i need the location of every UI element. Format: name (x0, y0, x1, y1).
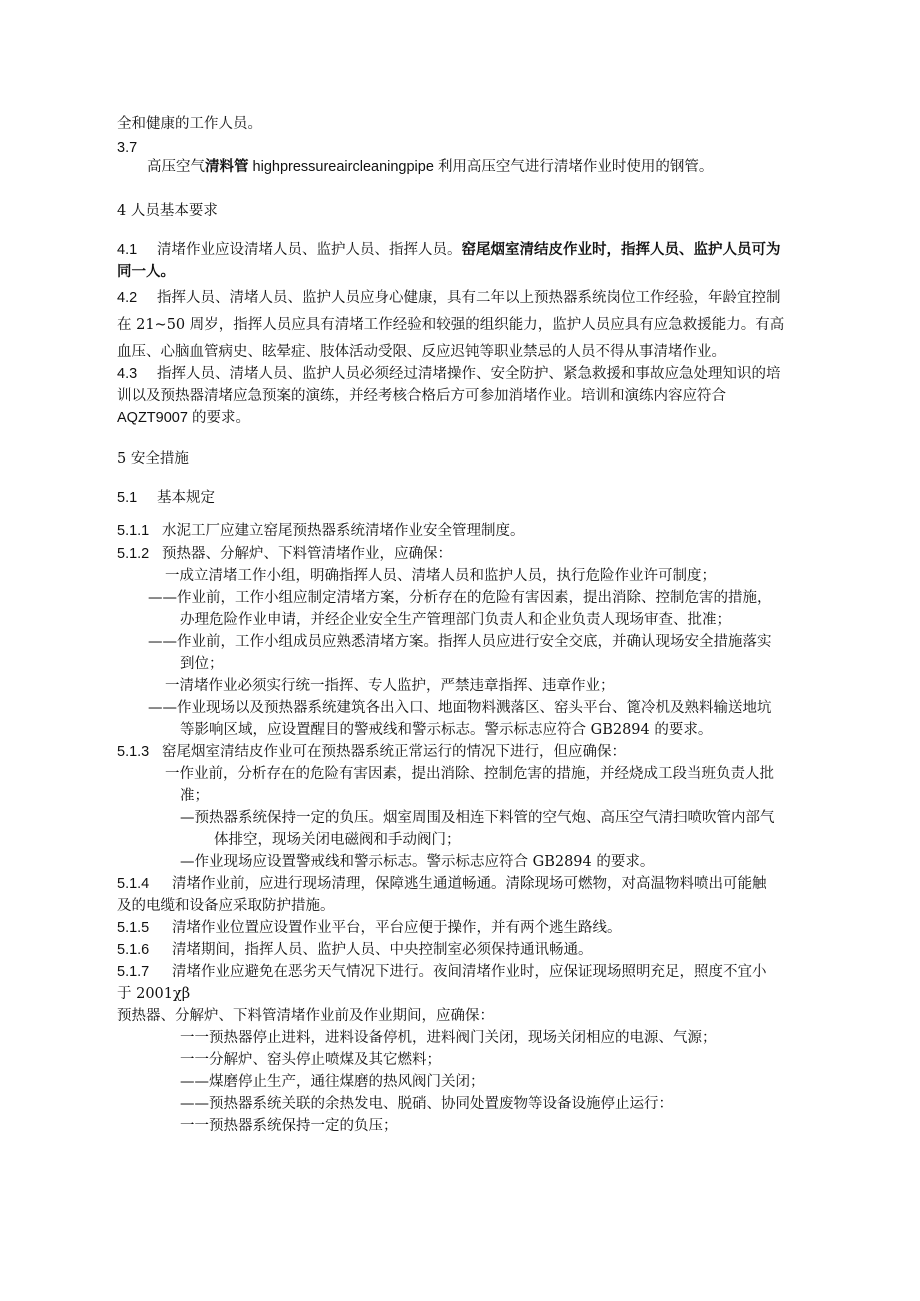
clause-number: 4.3 (117, 366, 138, 382)
list-item: ——煤磨停止生产，通往煤磨的热风阀门关闭； (180, 1074, 485, 1090)
clause-5-1-7 (117, 962, 767, 982)
clause-4-1 (117, 240, 781, 260)
clause-5-1-4 (117, 874, 767, 894)
clause-5-1-7-cont: 于 2001χβ (117, 986, 191, 1002)
clause-4-2-line3: 血压、心脑血管病史、眩晕症、肢体活动受限、反应迟钝等职业禁忌的人员不得从事清堵作业。 (117, 344, 726, 360)
list-item: ——作业现场以及预热器系统建筑各出入口、地面物料溅落区、窑头平台、篦冷机及熟料输送地坑 (148, 700, 772, 716)
list-item-cont: 到位； (180, 656, 224, 672)
list-item-cont: 办理危险作业申请，并经企业安全生产管理部门负责人和企业负责人现场审查、批准； (180, 612, 731, 628)
clause-number: 4.2 (117, 290, 138, 306)
clause-5-1-2 (117, 544, 452, 564)
clause-text: 基本规定 (157, 490, 215, 506)
clause-number: 5.1.3 (117, 744, 150, 760)
list-item: —预热器系统保持一定的负压。烟室周围及相连下料管的空气炮、高压空气清扫喷吹管内部气 (180, 810, 775, 826)
clause-5-1-6 (117, 940, 593, 960)
clause-4-2-line2: 在 21~50 周岁，指挥人员应具有清堵工作经验和较强的组织能力，监护人员应具有应急救援能力。有高 (117, 317, 785, 333)
clause-number: 4.1 (117, 242, 138, 258)
list-item: 一作业前，分析存在的危险有害因素，提出消除、控制危害的措施，并经烧成工段当班负责人批 (165, 766, 774, 782)
list-item: 一一预热器系统保持一定的负压； (180, 1118, 398, 1134)
clause-text-bold: 窑尾烟室清结皮作业时，指挥人员、监护人员可为 (461, 241, 781, 258)
clause-4-3-line2: 训以及预热器清堵应急预案的演练，并经考核合格后方可参加消堵作业。培训和演练内容应符合 (117, 388, 726, 404)
list-item: ——预热器系统关联的余热发电、脱硝、协同处置废物等设备设施停止运行： (180, 1096, 673, 1112)
clause-text: 预热器、分解炉、下料管清堵作业，应确保： (162, 546, 452, 562)
clause-text: 指挥人员、清堵人员、监护人员应身心健康，具有二年以上预热器系统岗位工作经验，年龄宜控制 (157, 290, 781, 306)
clause-text: 清堵作业应设清堵人员、监护人员、指挥人员。 (157, 242, 462, 258)
list-item: 一成立清堵工作小组，明确指挥人员、清堵人员和监护人员，执行危险作业许可制度； (165, 568, 716, 584)
clause-4-2 (117, 288, 781, 308)
term-definition: 利用高压空气进行清堵作业时使用的钢管。 (437, 159, 714, 175)
term-bold: 清料管 (205, 158, 249, 175)
section-heading-5: 5 安全措施 (117, 451, 189, 467)
list-item-cont: 准； (180, 788, 209, 804)
clause-4-1-cont: 同一人。 (117, 263, 175, 280)
list-item: 一一预热器停止进料，进料设备停机，进料阀门关闭，现场关闭相应的电源、气源； (180, 1030, 717, 1046)
clause-text: 清堵作业应避免在恶劣天气情况下进行。夜间清堵作业时，应保证现场照明充足，照度不宜小 (172, 964, 767, 980)
clause-number: 5.1.4 (117, 876, 150, 892)
clause-number: 5.1.5 (117, 920, 150, 936)
clause-text: 清堵期间，指挥人员、监护人员、中央控制室必须保持通讯畅通。 (172, 942, 593, 958)
list-item: 一清堵作业必须实行统一指挥、专人监护，严禁违章指挥、违章作业； (165, 678, 615, 694)
list-item: ——作业前，工作小组应制定清堵方案，分析存在的危险有害因素，提出消除、控制危害的措施， (148, 590, 772, 606)
definition-line (147, 157, 713, 177)
clause-number: 5.1 (117, 490, 138, 506)
clause-number: 5.1.7 (117, 964, 150, 980)
clause-text: 窑尾烟室清结皮作业可在预热器系统正常运行的情况下进行，但应确保： (162, 744, 626, 760)
clause-text: 水泥工厂应建立窑尾预热器系统清堵作业安全管理制度。 (162, 523, 525, 539)
clause-number: 5.1.6 (117, 942, 150, 958)
section-heading-4: 4 人员基本要求 (117, 203, 218, 219)
paragraph-line: 预热器、分解炉、下料管清堵作业前及作业期间，应确保： (117, 1008, 494, 1024)
clause-text: 清堵作业前，应进行现场清理，保障逃生通道畅通。清除现场可燃物，对高温物料喷出可能触 (172, 876, 767, 892)
clause-text: 清堵作业位置应设置作业平台，平台应便于操作，并有两个逃生路线。 (172, 920, 622, 936)
list-item: ——作业前，工作小组成员应熟悉清堵方案。指挥人员应进行安全交底，并确认现场安全措施落实 (148, 634, 772, 650)
clause-5-1-4-cont: 及的电缆和设备应采取防护措施。 (117, 898, 335, 914)
list-item: 一一分解炉、窑头停止喷煤及其它燃料； (180, 1052, 441, 1068)
clause-number: 5.1.2 (117, 546, 150, 562)
clause-5-1-1 (117, 521, 525, 541)
clause-4-3 (117, 364, 781, 384)
term-english: highpressureaircleaningpipe (248, 159, 438, 175)
section-number: 3.7 (117, 140, 138, 156)
paragraph-line: 全和健康的工作人员。 (117, 116, 262, 132)
clause-5-1-5 (117, 918, 622, 938)
clause-5-1-3 (117, 742, 626, 762)
clause-5-1 (117, 488, 215, 508)
list-item: —作业现场应设置警戒线和警示标志。警示标志应符合 GB2894 的要求。 (180, 854, 655, 870)
clause-4-3-line3: AQZT9007 的要求。 (117, 410, 250, 426)
list-item-cont: 体排空，现场关闭电磁阀和手动阀门； (214, 832, 461, 848)
clause-number: 5.1.1 (117, 523, 150, 539)
clause-text: 指挥人员、清堵人员、监护人员必须经过清堵操作、安全防护、紧急救援和事故应急处理知识的培 (157, 366, 781, 382)
term-prefix: 高压空气 (147, 159, 205, 175)
list-item-cont: 等影响区域，应设置醒目的警戒线和警示标志。警示标志应符合 GB2894 的要求。 (180, 722, 713, 738)
